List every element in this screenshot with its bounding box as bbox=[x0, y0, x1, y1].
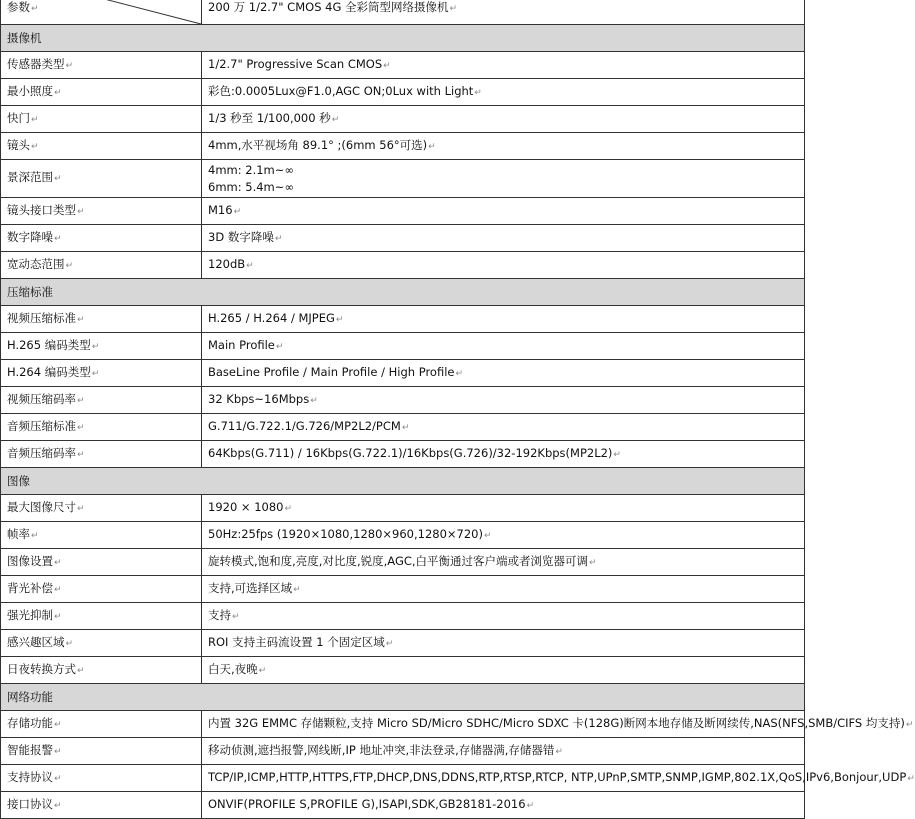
spec-value: TCP/IP,ICMP,HTTP,HTTPS,FTP,DHCP,DNS,DDNS,RTP,RTSP,RTCP, NTP,UPnP,SMTP,SNMP,IGMP,802.1X,QoS,IPv6,Bonjour,UDP bbox=[208, 769, 907, 784]
spec-value: 120dB bbox=[208, 256, 246, 271]
spec-key: 宽动态范围 bbox=[7, 256, 65, 271]
spec-key-cell bbox=[1, 765, 202, 792]
spec-value: BaseLine Profile / Main Profile / High Profile bbox=[208, 364, 455, 379]
spec-value: 移动侦测,遮挡报警,网线断,IP 地址冲突,非法登录,存储器满,存储器错 bbox=[208, 742, 555, 757]
paragraph-mark-icon: ↵ bbox=[246, 260, 254, 271]
spec-key: 支持协议 bbox=[7, 769, 53, 784]
spec-row bbox=[1, 441, 805, 468]
paragraph-mark-icon: ↵ bbox=[54, 87, 62, 98]
spec-value-cell bbox=[202, 792, 805, 819]
paragraph-mark-icon: ↵ bbox=[54, 557, 62, 568]
spec-key: 传感器类型 bbox=[7, 56, 65, 71]
paragraph-mark-icon: ↵ bbox=[275, 341, 284, 352]
spec-value-cell bbox=[202, 711, 914, 738]
spec-row bbox=[1, 576, 805, 603]
spec-key: 图像设置 bbox=[7, 553, 53, 568]
spec-value-cell bbox=[202, 441, 805, 468]
spec-value-cell bbox=[202, 738, 805, 765]
paragraph-mark-icon: ↵ bbox=[77, 422, 85, 433]
spec-key: 镜头 bbox=[7, 137, 30, 152]
spec-key-cell bbox=[1, 522, 202, 549]
spec-value-cell bbox=[202, 79, 805, 106]
spec-key-cell bbox=[1, 160, 202, 198]
spec-value: 4mm: 2.1m~∞ bbox=[208, 162, 294, 177]
spec-value-cell bbox=[202, 765, 915, 792]
spec-key: 数字降噪 bbox=[7, 229, 53, 244]
spec-key: 智能报警 bbox=[7, 742, 53, 757]
spec-value: 彩色:0.0005Lux@F1.0,AGC ON;0Lux with Light bbox=[208, 83, 474, 98]
paragraph-mark-icon: ↵ bbox=[31, 141, 39, 152]
spec-key-cell bbox=[1, 603, 202, 630]
spec-row bbox=[1, 495, 805, 522]
spec-value: 白天,夜晚 bbox=[208, 661, 258, 676]
section-header-row bbox=[1, 25, 805, 52]
spec-value-cell bbox=[202, 657, 805, 684]
paragraph-mark-icon: ↵ bbox=[54, 233, 62, 244]
paragraph-mark-icon: ↵ bbox=[483, 530, 492, 541]
paragraph-mark-icon: ↵ bbox=[31, 530, 39, 541]
spec-row bbox=[1, 657, 805, 684]
spec-value-cell bbox=[202, 252, 805, 279]
paragraph-mark-icon: ↵ bbox=[258, 665, 267, 676]
spec-key: 音频压缩标准 bbox=[7, 418, 76, 433]
spec-value: 64Kbps(G.711) / 16Kbps(G.722.1)/16Kbps(G.726)/32-192Kbps(MP2L2) bbox=[208, 445, 613, 460]
spec-value-cell bbox=[202, 522, 805, 549]
spec-row bbox=[1, 387, 805, 414]
section-title: 网络功能 bbox=[1, 684, 805, 711]
spec-value-cell bbox=[202, 225, 805, 252]
spec-value: 32 Kbps~16Mbps bbox=[208, 391, 310, 406]
spec-key-cell bbox=[1, 198, 202, 225]
model-title: 200 万 1/2.7" CMOS 4G 全彩筒型网络摄像机 bbox=[208, 0, 449, 14]
spec-key: 音频压缩码率 bbox=[7, 445, 76, 460]
spec-row bbox=[1, 765, 805, 792]
spec-key: 视频压缩标准 bbox=[7, 310, 76, 325]
paragraph-mark-icon: ↵ bbox=[232, 611, 240, 622]
spec-row bbox=[1, 106, 805, 133]
spec-key: 强光抑制 bbox=[7, 607, 53, 622]
paragraph-mark-icon: ↵ bbox=[77, 314, 85, 325]
spec-value-cell bbox=[202, 133, 805, 160]
paragraph-mark-icon: ↵ bbox=[54, 584, 62, 595]
paragraph-mark-icon: ↵ bbox=[401, 422, 410, 433]
paragraph-mark-icon: ↵ bbox=[449, 4, 458, 14]
spec-row bbox=[1, 252, 805, 279]
spec-value-cell bbox=[202, 576, 805, 603]
spec-key-cell bbox=[1, 225, 202, 252]
spec-value: 旋转模式,饱和度,亮度,对比度,锐度,AGC,白平衡通过客户端或者浏览器可调 bbox=[208, 553, 589, 568]
paragraph-mark-icon: ↵ bbox=[31, 4, 39, 14]
paragraph-mark-icon: ↵ bbox=[65, 260, 74, 271]
spec-value: H.265 / H.264 / MJPEG bbox=[208, 310, 335, 325]
paragraph-mark-icon: ↵ bbox=[91, 368, 100, 379]
spec-value-line-2: 6mm: 5.4m~∞ bbox=[208, 179, 294, 194]
spec-key: 存储功能 bbox=[7, 715, 53, 730]
paragraph-mark-icon: ↵ bbox=[233, 206, 242, 217]
spec-key-cell bbox=[1, 738, 202, 765]
spec-row bbox=[1, 79, 805, 106]
paragraph-mark-icon: ↵ bbox=[455, 368, 464, 379]
spec-key-cell bbox=[1, 106, 202, 133]
paragraph-mark-icon: ↵ bbox=[331, 114, 340, 125]
paragraph-mark-icon: ↵ bbox=[54, 800, 62, 811]
spec-key: 感兴趣区域 bbox=[7, 634, 65, 649]
spec-value-cell bbox=[202, 549, 805, 576]
paragraph-mark-icon: ↵ bbox=[555, 746, 563, 757]
section-header-row bbox=[1, 684, 805, 711]
model-title-cell bbox=[202, 0, 805, 25]
paragraph-mark-icon: ↵ bbox=[335, 314, 344, 325]
spec-row bbox=[1, 360, 805, 387]
spec-key-cell bbox=[1, 387, 202, 414]
spec-key: 快门 bbox=[7, 110, 30, 125]
spec-row bbox=[1, 225, 805, 252]
spec-key-cell bbox=[1, 711, 202, 738]
spec-row bbox=[1, 160, 805, 198]
spec-key: 景深范围 bbox=[7, 170, 53, 184]
spec-key-cell bbox=[1, 252, 202, 279]
spec-row bbox=[1, 738, 805, 765]
paragraph-mark-icon: ↵ bbox=[54, 773, 62, 784]
spec-value: 50Hz:25fps (1920×1080,1280×960,1280×720) bbox=[208, 526, 483, 541]
spec-key: 接口协议 bbox=[7, 796, 53, 811]
paragraph-mark-icon: ↵ bbox=[54, 719, 62, 730]
spec-value-cell bbox=[202, 160, 805, 198]
param-header-cell bbox=[1, 0, 202, 25]
paragraph-mark-icon: ↵ bbox=[428, 141, 436, 152]
spec-value-cell bbox=[202, 360, 805, 387]
spec-value-cell bbox=[202, 630, 805, 657]
spec-value: 3D 数字降噪 bbox=[208, 229, 274, 244]
paragraph-mark-icon: ↵ bbox=[905, 719, 914, 730]
paragraph-mark-icon: ↵ bbox=[77, 206, 85, 217]
paragraph-mark-icon: ↵ bbox=[54, 611, 62, 622]
spec-value: 内置 32G EMMC 存储颗粒,支持 Micro SD/Micro SDHC/Micro SDXC 卡(128G)断网本地存储及断网续传,NAS(NFS,SMB/CIFS 均支持) bbox=[208, 715, 905, 730]
spec-row bbox=[1, 522, 805, 549]
spec-value-cell bbox=[202, 495, 805, 522]
spec-value-cell bbox=[202, 387, 805, 414]
spec-row bbox=[1, 549, 805, 576]
spec-value: 支持 bbox=[208, 607, 231, 622]
spec-key-cell bbox=[1, 630, 202, 657]
diagonal-line bbox=[1, 0, 201, 24]
spec-key-cell bbox=[1, 333, 202, 360]
spec-key: 最小照度 bbox=[7, 83, 53, 98]
spec-row bbox=[1, 711, 805, 738]
spec-key-cell bbox=[1, 52, 202, 79]
spec-key-cell bbox=[1, 360, 202, 387]
paragraph-mark-icon: ↵ bbox=[65, 638, 74, 649]
spec-value-cell bbox=[202, 198, 805, 225]
paragraph-mark-icon: ↵ bbox=[589, 557, 597, 568]
spec-key: 视频压缩码率 bbox=[7, 391, 76, 406]
spec-key-cell bbox=[1, 576, 202, 603]
paragraph-mark-icon: ↵ bbox=[31, 114, 39, 125]
paragraph-mark-icon: ↵ bbox=[274, 233, 283, 244]
spec-value: 1/2.7" Progressive Scan CMOS bbox=[208, 56, 383, 71]
spec-value: Main Profile bbox=[208, 337, 275, 352]
paragraph-mark-icon: ↵ bbox=[77, 665, 85, 676]
spec-key: H.265 编码类型 bbox=[7, 337, 91, 352]
param-label: 参数 bbox=[7, 0, 30, 14]
spec-value: 1920 × 1080 bbox=[208, 499, 284, 514]
spec-row bbox=[1, 414, 805, 441]
spec-value: 支持,可选择区域 bbox=[208, 580, 293, 595]
paragraph-mark-icon: ↵ bbox=[310, 395, 318, 406]
paragraph-mark-icon: ↵ bbox=[474, 87, 482, 98]
spec-value: 4mm,水平视场角 89.1° ;(6mm 56°可选) bbox=[208, 137, 428, 152]
paragraph-mark-icon: ↵ bbox=[385, 638, 394, 649]
paragraph-mark-icon: ↵ bbox=[293, 584, 301, 595]
spec-row bbox=[1, 792, 805, 819]
spec-value: ONVIF(PROFILE S,PROFILE G),ISAPI,SDK,GB28181-2016 bbox=[208, 796, 526, 811]
spec-key-cell bbox=[1, 79, 202, 106]
paragraph-mark-icon: ↵ bbox=[77, 449, 85, 460]
paragraph-mark-icon: ↵ bbox=[526, 800, 535, 811]
section-header-row bbox=[1, 468, 805, 495]
paragraph-mark-icon: ↵ bbox=[284, 503, 293, 514]
spec-key: 镜头接口类型 bbox=[7, 202, 76, 217]
paragraph-mark-icon: ↵ bbox=[613, 449, 621, 460]
paragraph-mark-icon: ↵ bbox=[54, 174, 62, 184]
spec-key-cell bbox=[1, 657, 202, 684]
spec-value-cell bbox=[202, 414, 805, 441]
spec-value-cell bbox=[202, 603, 805, 630]
spec-row bbox=[1, 630, 805, 657]
spec-key-cell bbox=[1, 792, 202, 819]
paragraph-mark-icon: ↵ bbox=[383, 60, 391, 71]
spec-row bbox=[1, 333, 805, 360]
header-row bbox=[1, 0, 805, 25]
paragraph-mark-icon: ↵ bbox=[77, 395, 85, 406]
spec-key-cell bbox=[1, 549, 202, 576]
spec-value-cell bbox=[202, 52, 805, 79]
section-header-row bbox=[1, 279, 805, 306]
spec-key: 帧率 bbox=[7, 526, 30, 541]
section-title: 摄像机 bbox=[1, 25, 805, 52]
spec-value-cell bbox=[202, 333, 805, 360]
spec-value-cell bbox=[202, 106, 805, 133]
spec-value-cell bbox=[202, 306, 805, 333]
spec-row bbox=[1, 52, 805, 79]
spec-value: 1/3 秒至 1/100,000 秒 bbox=[208, 110, 331, 125]
spec-value: G.711/G.722.1/G.726/MP2L2/PCM bbox=[208, 418, 401, 433]
paragraph-mark-icon: ↵ bbox=[907, 773, 915, 784]
spec-key: 日夜转换方式 bbox=[7, 661, 76, 676]
spec-row bbox=[1, 198, 805, 225]
spec-row bbox=[1, 133, 805, 160]
spec-key: 背光补偿 bbox=[7, 580, 53, 595]
paragraph-mark-icon: ↵ bbox=[65, 60, 74, 71]
spec-row bbox=[1, 603, 805, 630]
spec-key: H.264 编码类型 bbox=[7, 364, 91, 379]
spec-key-cell bbox=[1, 414, 202, 441]
spec-key: 最大图像尺寸 bbox=[7, 499, 76, 514]
section-title: 图像 bbox=[1, 468, 805, 495]
paragraph-mark-icon: ↵ bbox=[77, 503, 85, 514]
section-title: 压缩标准 bbox=[1, 279, 805, 306]
spec-key-cell bbox=[1, 441, 202, 468]
spec-key-cell bbox=[1, 495, 202, 522]
spec-value: M16 bbox=[208, 202, 233, 217]
spec-value: ROI 支持主码流设置 1 个固定区域 bbox=[208, 634, 385, 649]
spec-row bbox=[1, 306, 805, 333]
spec-key-cell bbox=[1, 306, 202, 333]
spec-key-cell bbox=[1, 133, 202, 160]
paragraph-mark-icon: ↵ bbox=[54, 746, 62, 757]
paragraph-mark-icon: ↵ bbox=[91, 341, 100, 352]
